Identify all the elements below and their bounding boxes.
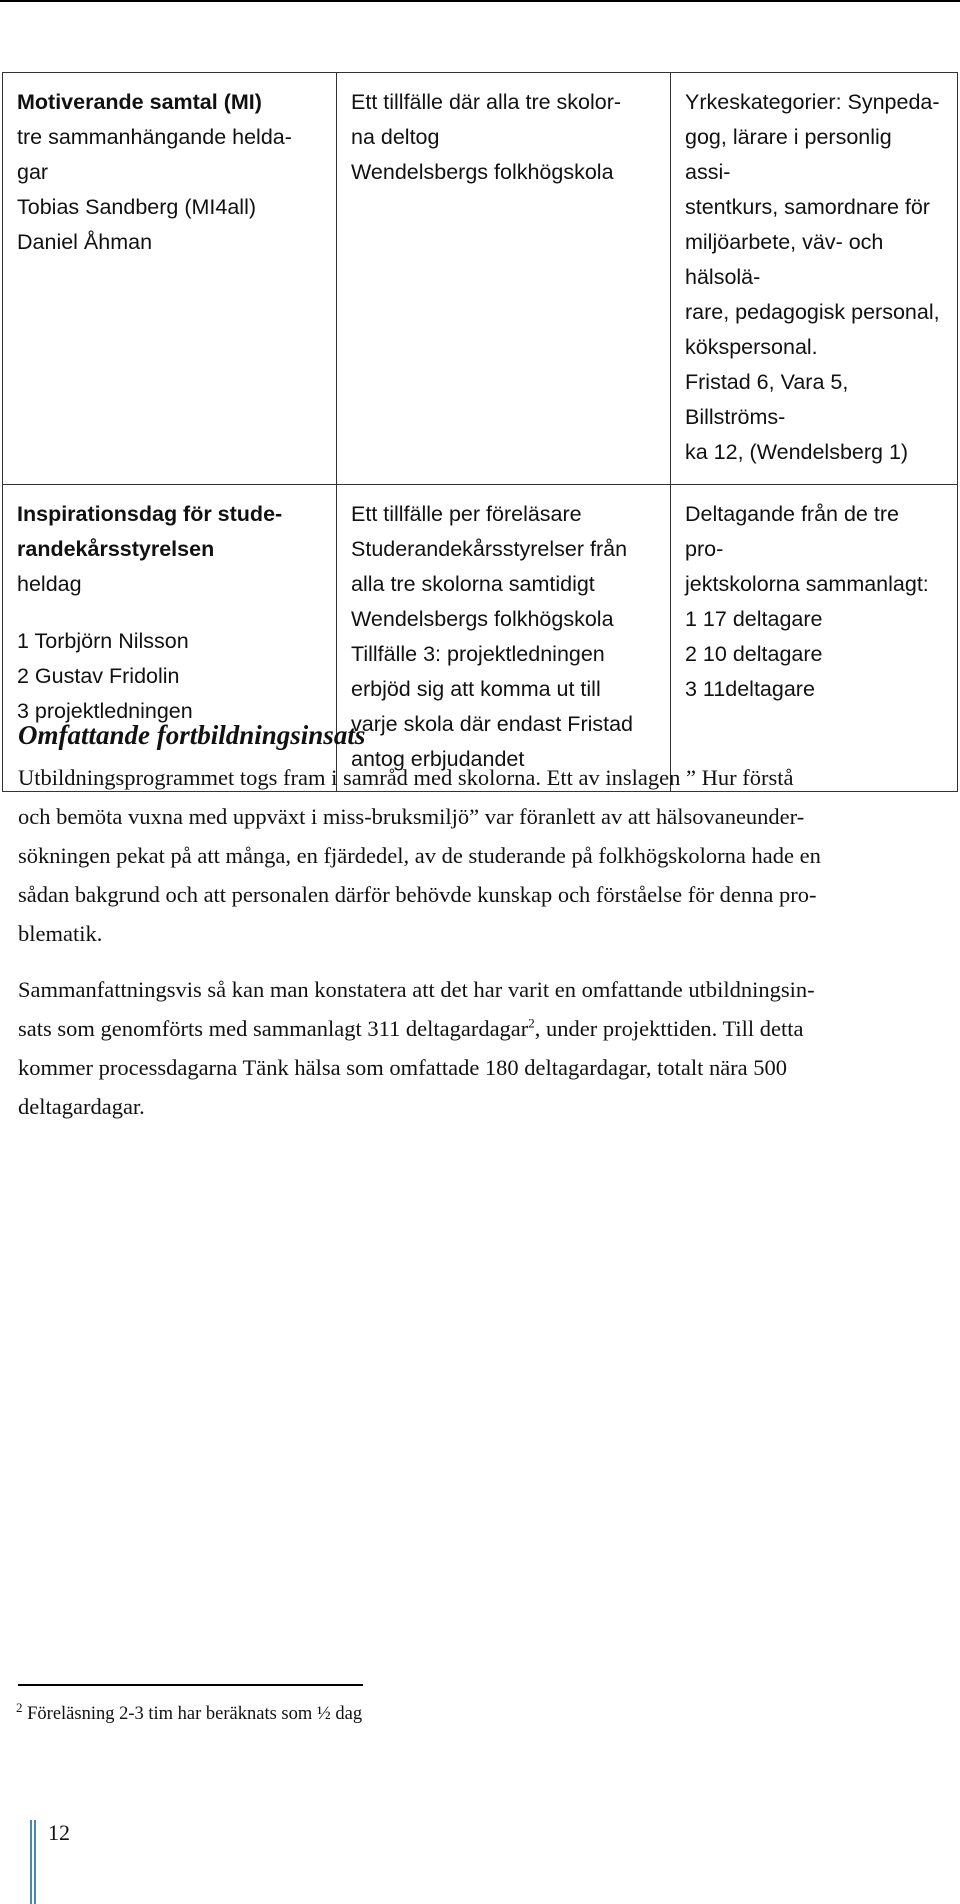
cell-line: erbjöd sig att komma ut till (351, 677, 601, 701)
cell-gap (17, 602, 322, 624)
table-cell (671, 485, 958, 792)
table-cell (337, 73, 671, 485)
footnote-marker: 2 (16, 1699, 23, 1715)
cell-line: stentkurs, samordnare för (685, 195, 930, 219)
cell-line: 1 Torbjörn Nilsson (17, 629, 189, 653)
cell-line: antog erbjudandet (351, 747, 525, 771)
cell-line: miljöarbete, väv- och hälsolä- (685, 230, 884, 289)
table-cell (3, 73, 337, 485)
cell-line: Fristad 6, Vara 5, Billströms- (685, 370, 849, 429)
cell-line: na deltog (351, 125, 440, 149)
paragraph-2 (18, 970, 948, 1126)
footnote-reference: 2 (528, 1015, 535, 1031)
cell-title: Inspirationsdag för stude- (17, 502, 283, 526)
cell-line: 2 Gustav Fridolin (17, 664, 180, 688)
footnote-text: Föreläsning 2-3 tim har beräknats som ½ dag (22, 1704, 363, 1724)
cell-line: rare, pedagogisk personal, (685, 300, 940, 324)
cell-line: varje skola där endast Fristad (351, 712, 634, 736)
cell-line: Daniel Åhman (17, 230, 153, 254)
cell-title: randekårsstyrelsen (17, 537, 215, 561)
cell-line: Tobias Sandberg (MI4all) (17, 195, 257, 219)
cell-line: 3 11deltagare (685, 677, 815, 701)
table-cell (671, 73, 958, 485)
page-number: 12 (48, 1820, 70, 1845)
page-margin-bar (30, 1820, 36, 1904)
table-row (3, 73, 958, 485)
paragraph-line: blematik. (18, 921, 103, 946)
footnote-rule (18, 1684, 363, 1686)
cell-line: tre sammanhängande helda- (17, 125, 292, 149)
cell-line: Ett tillfälle där alla tre skolor- (351, 90, 622, 114)
cell-line: Wendelsbergs folkhögskola (351, 160, 614, 184)
paragraph-line: och bemöta vuxna med uppväxt i miss-bruksmiljö” var föranlett av att hälsovaneunder- (18, 804, 805, 829)
paragraph-text: , under projekttiden. Till detta (534, 1016, 804, 1041)
cell-line: gar (17, 160, 49, 184)
paragraph-line: kommer processdagarna Tänk hälsa som omfattade 180 deltagardagar, totalt nära 500 (18, 1055, 788, 1080)
cell-line: heldag (17, 572, 82, 596)
cell-line: jektskolorna sammanlagt: (685, 572, 929, 596)
table-cell (337, 485, 671, 792)
cell-line: 2 10 deltagare (685, 642, 823, 666)
paragraph-line: Sammanfattningsvis så kan man konstatera att det har varit en omfattande utbildningsin- (18, 977, 815, 1002)
paragraph-text: sats som genomförts med sammanlagt 311 deltagardagar (18, 1016, 529, 1041)
section-heading: Omfattande fortbildningsinsats (18, 720, 366, 750)
top-rule (0, 0, 960, 2)
cell-line: kökspersonal. (685, 335, 818, 359)
paragraph-line (18, 1009, 948, 1048)
cell-line: gog, lärare i personlig assi- (685, 125, 892, 184)
cell-line: Ett tillfälle per föreläsare (351, 502, 582, 526)
cell-line: 3 projektledningen (17, 699, 193, 723)
cell-line: Yrkeskategorier: Synpeda- (685, 90, 940, 114)
paragraph-line: sökningen pekat på att många, en fjärdedel, av de studerande på folkhögskolorna hade en (18, 843, 821, 868)
cell-line: alla tre skolorna samtidigt (351, 572, 595, 596)
footnote (16, 1700, 362, 1728)
cell-line: Wendelsbergs folkhögskola (351, 607, 614, 631)
cell-line: ka 12, (Wendelsberg 1) (685, 440, 909, 464)
paragraph-line: sådan bakgrund och att personalen därför behövde kunskap och förståelse för denna pro- (18, 882, 817, 907)
paragraph-line: Utbildningsprogrammet togs fram i samråd med skolorna. Ett av inslagen ” Hur förstå (18, 765, 794, 790)
cell-line: Studerandekårsstyrelser från (351, 537, 628, 561)
cell-title: Motiverande samtal (MI) (17, 90, 262, 114)
paragraph-1 (18, 758, 948, 953)
paragraph-line: deltagardagar. (18, 1094, 145, 1119)
cell-line: Tillfälle 3: projektledningen (351, 642, 605, 666)
activity-table (2, 72, 958, 792)
cell-line: 1 17 deltagare (685, 607, 823, 631)
cell-line: Deltagande från de tre pro- (685, 502, 899, 561)
